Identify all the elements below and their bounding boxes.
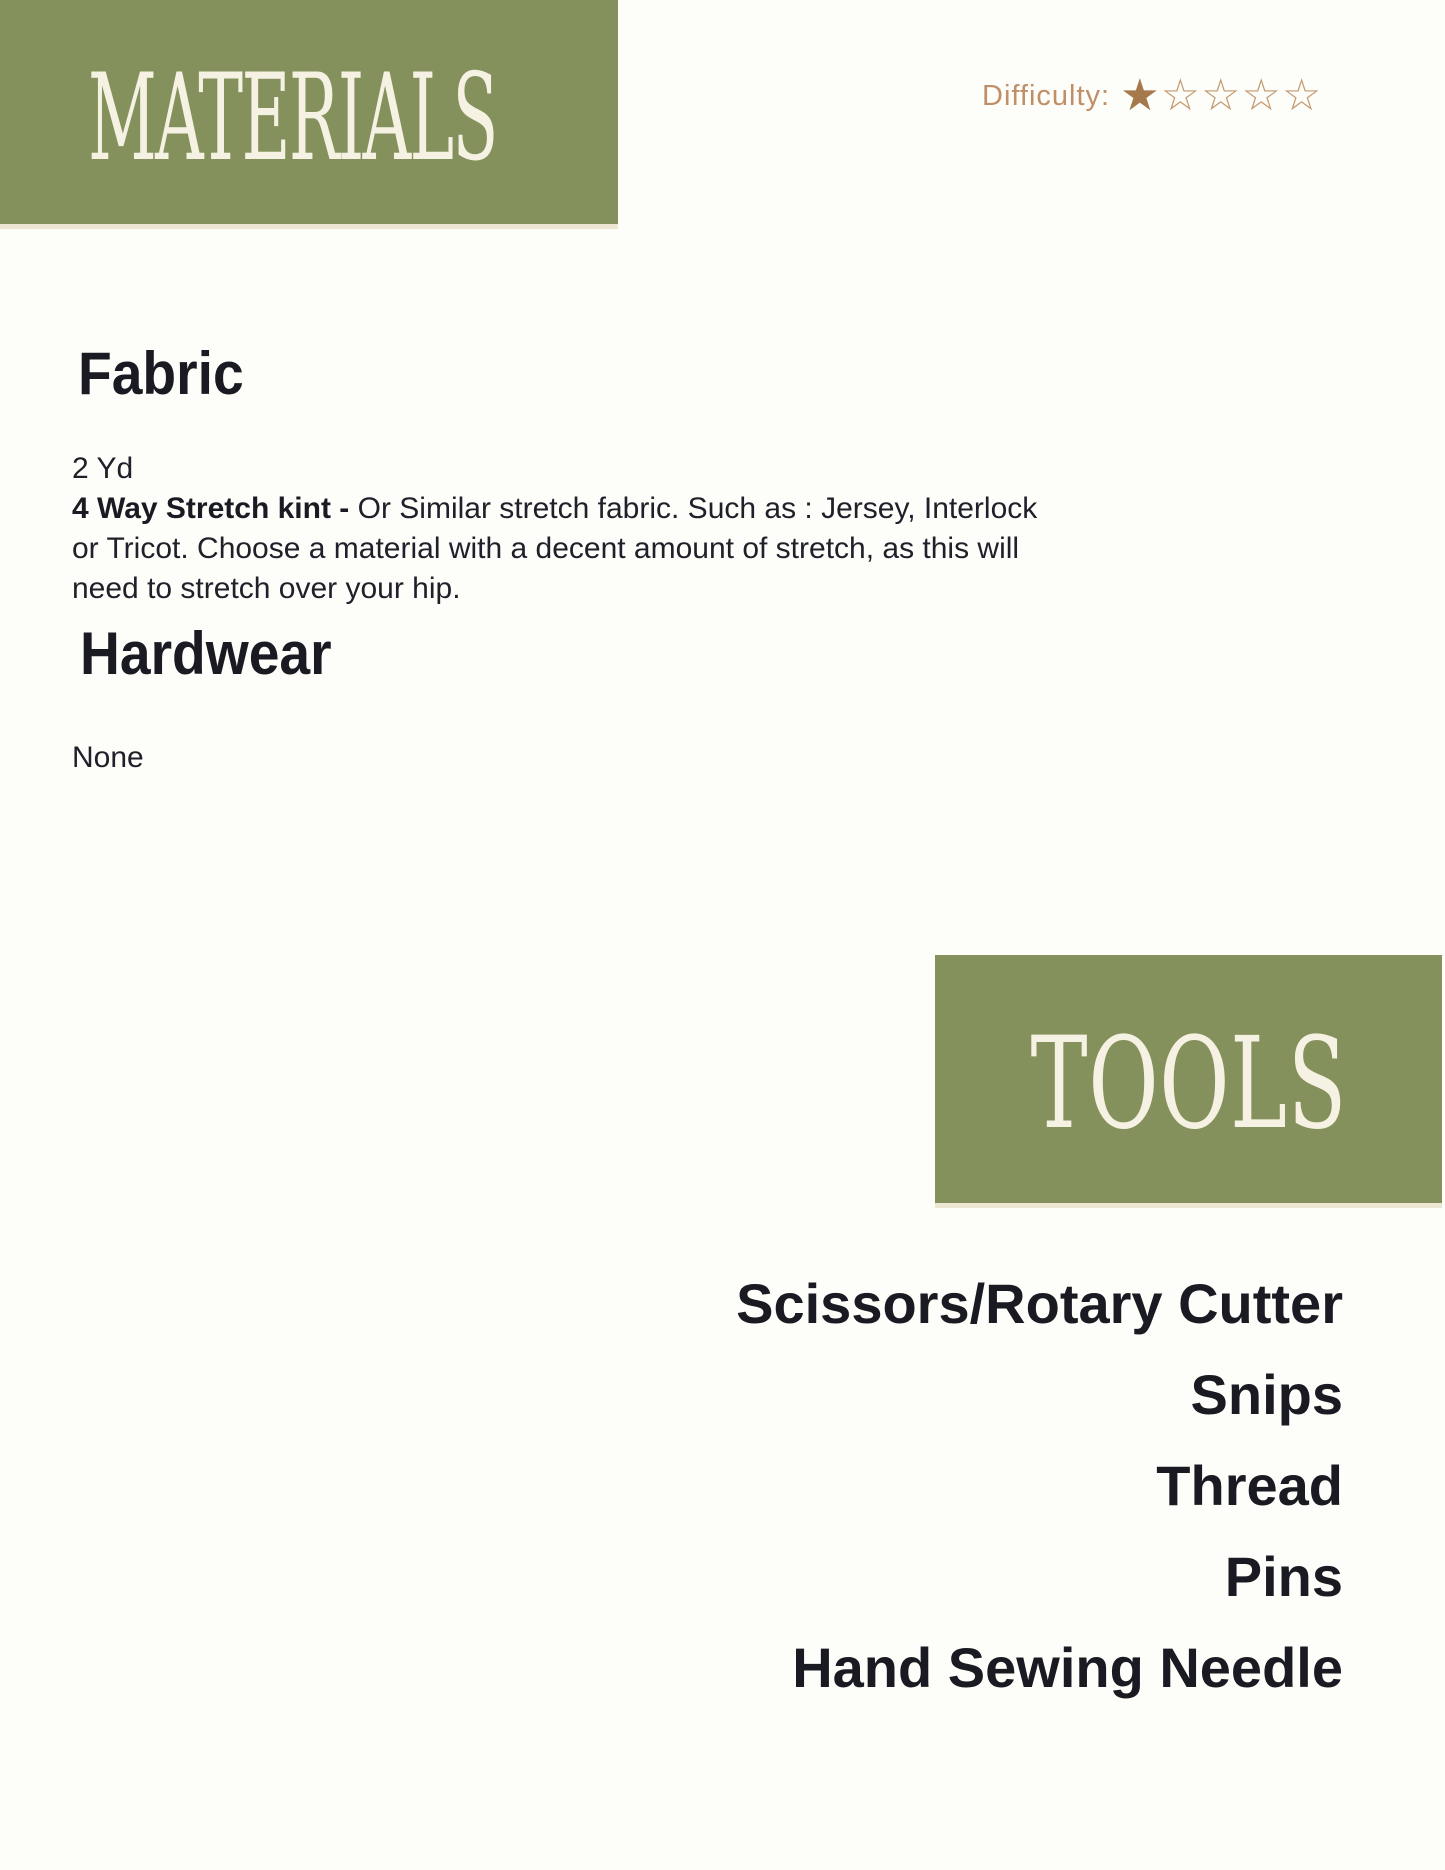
tool-item: Hand Sewing Needle — [792, 1636, 1343, 1699]
fabric-item-name: 4 Way Stretch kint - — [72, 492, 358, 525]
difficulty-stars — [1120, 71, 1322, 120]
star-filled-icon: ★ — [1120, 71, 1160, 120]
star-empty-icon: ☆ — [1160, 71, 1201, 120]
hardwear-heading: Hardwear — [80, 620, 332, 687]
tools-list — [736, 1258, 1343, 1713]
materials-banner — [0, 0, 618, 229]
star-empty-icon: ☆ — [1281, 71, 1322, 120]
tools-banner-title: TOOLS — [1030, 1010, 1347, 1157]
tool-item: Thread — [1156, 1454, 1343, 1517]
tool-item: Snips — [1190, 1363, 1343, 1426]
fabric-heading: Fabric — [78, 340, 244, 407]
fabric-quantity: 2 Yd — [72, 452, 134, 485]
tool-item: Scissors/Rotary Cutter — [736, 1272, 1343, 1335]
tool-item: Pins — [1224, 1545, 1343, 1608]
hardwear-content: None — [72, 741, 144, 774]
materials-banner-title: MATERIALS — [88, 49, 497, 188]
tools-banner — [935, 955, 1442, 1208]
fabric-item-note: Or Similar stretch fabric. Such as : Jersey, Interlock or Tricot. Choose a material with a decent amount of stretch, as this will need to stretch over your hip. — [72, 492, 1038, 605]
fabric-details — [72, 449, 1052, 609]
fabric-description — [72, 489, 1052, 609]
difficulty-rating — [982, 71, 1322, 120]
star-empty-icon: ☆ — [1201, 71, 1241, 120]
difficulty-label: Difficulty: — [982, 79, 1111, 112]
star-empty-icon: ☆ — [1241, 71, 1281, 120]
